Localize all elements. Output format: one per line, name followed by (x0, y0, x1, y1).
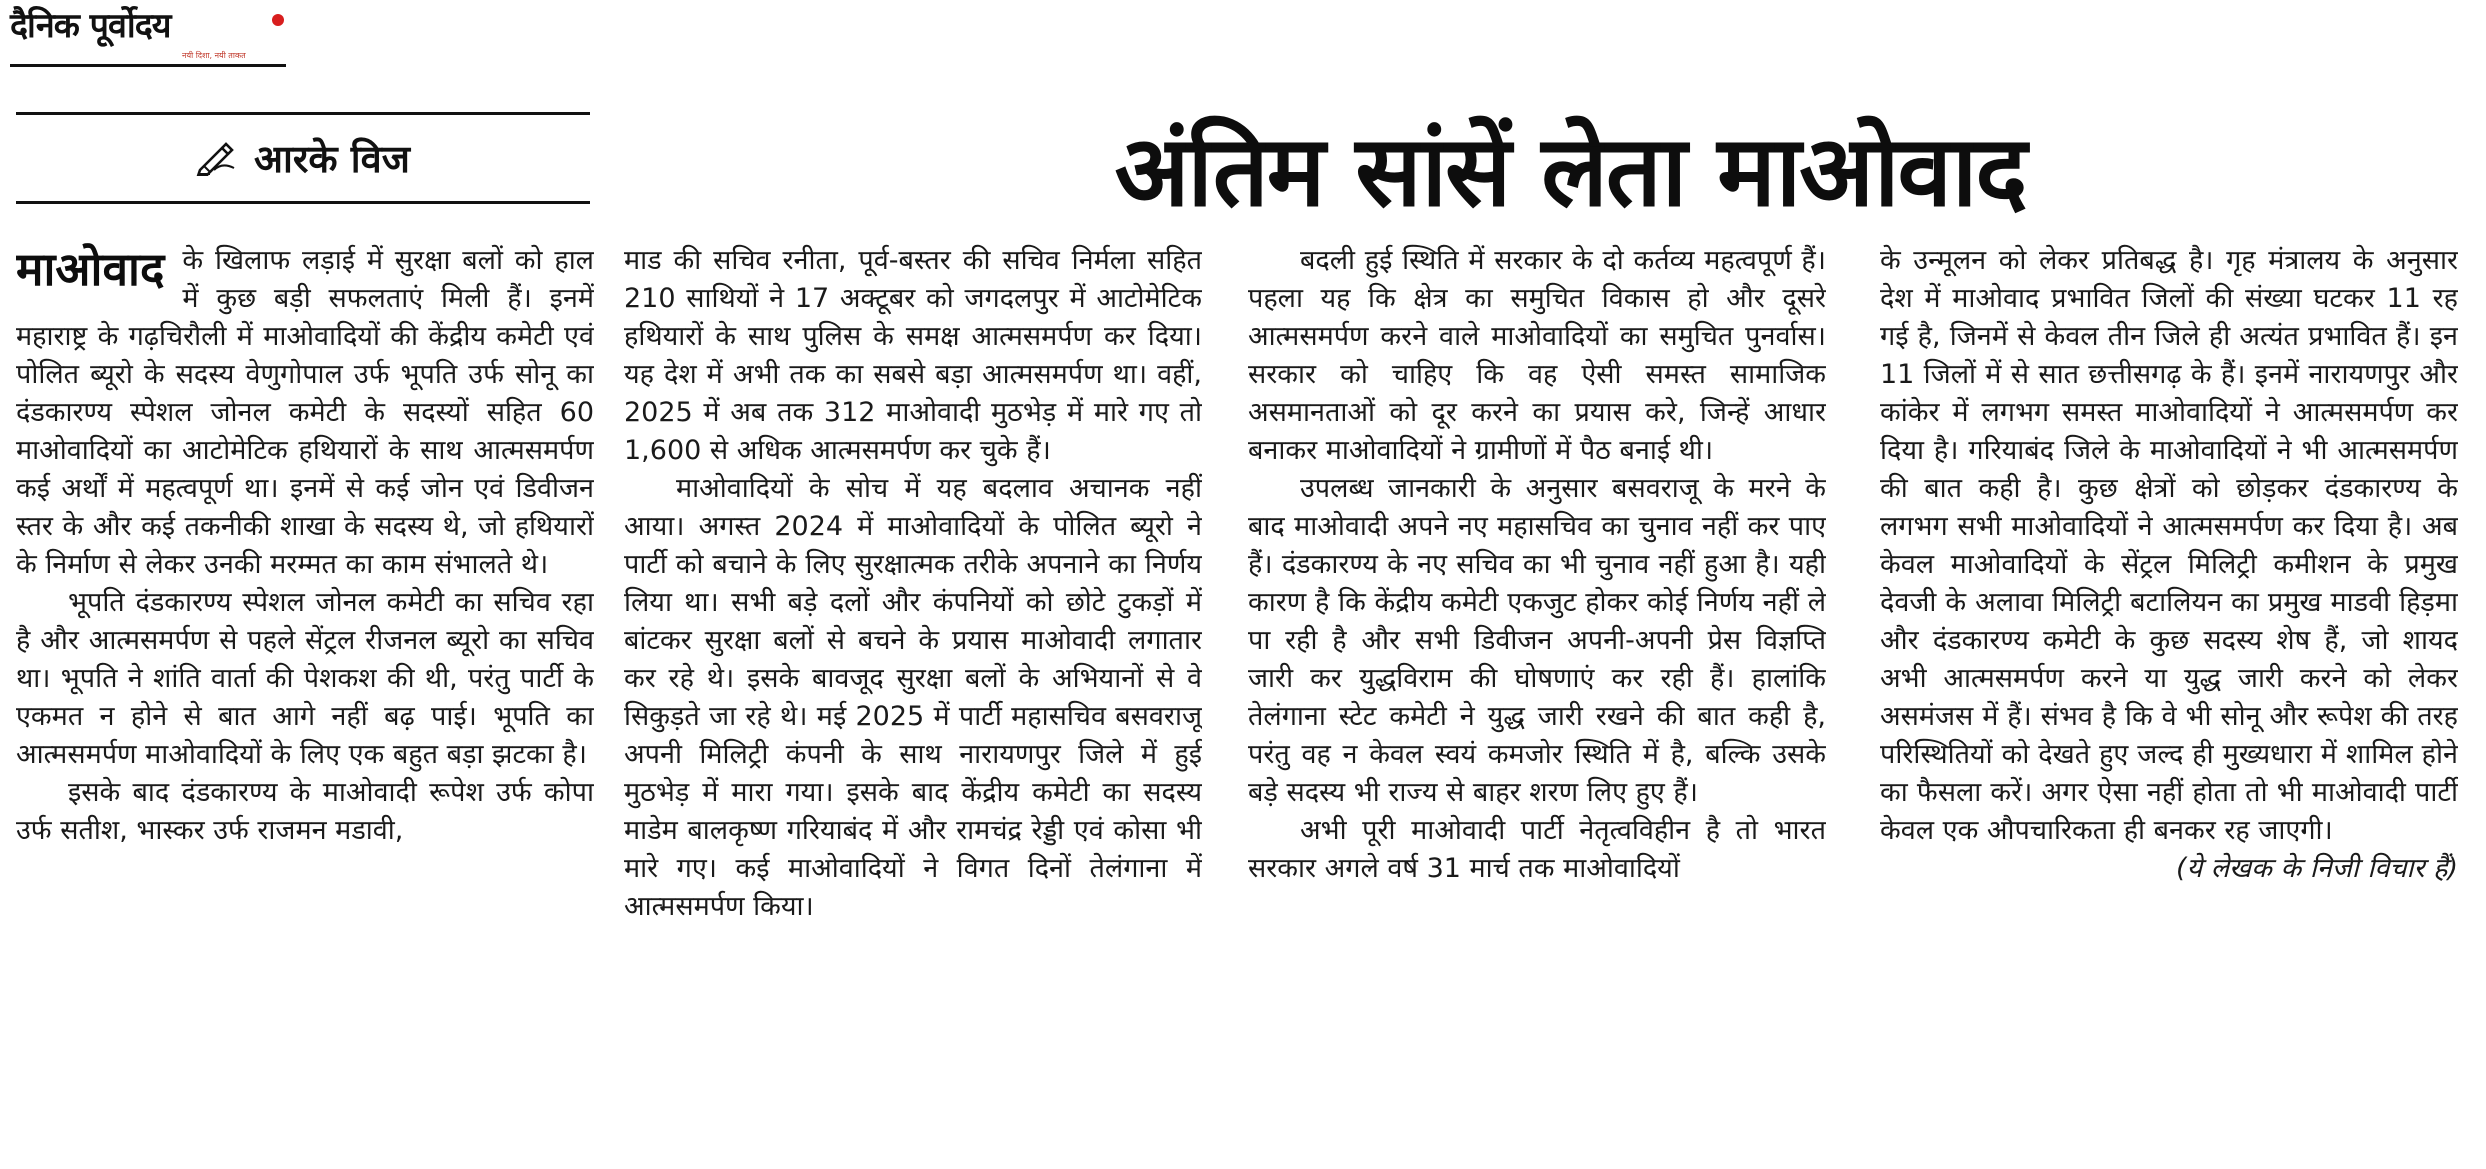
paragraph: इसके बाद दंडकारण्य के माओवादी रूपेश उर्फ कोपा उर्फ सतीश, भास्कर उर्फ राजमन मडावी, (16, 777, 594, 846)
author-name: आरके विज (254, 137, 410, 181)
lead-word: माओवाद (16, 242, 165, 296)
pen-icon (196, 140, 236, 176)
paragraph: उपलब्ध जानकारी के अनुसार बसवराजू के मरने के बाद माओवादी अपने नए महासचिव का चुनाव नहीं कर पाए हैं। दंडकारण्य के नए सचिव का भी चुनाव नहीं हुआ है। यही कारण है कि केंद्रीय कमेटी एकजुट होकर कोई निर्णय नहीं ले पा रही है और सभी डिवीजन अपनी-अपनी प्रेस विज्ञप्ति जारी कर युद्धविराम की घोषणाएं कर रही हैं। हालांकि तेलंगाना स्टेट कमेटी ने युद्ध जारी रखने की बात कही है, परंतु वह न केवल स्वयं कमजोर स्थिति में है, बल्कि उसके बड़े सदस्य भी राज्य से बाहर शरण लिए हुए हैं। (1248, 473, 1826, 808)
masthead-rule (10, 64, 286, 67)
paragraph: अभी पूरी माओवादी पार्टी नेतृत्वविहीन है तो भारत सरकार अगले वर्ष 31 मार्च तक माओवादियों (1248, 815, 1826, 884)
article-column-4 (1880, 242, 2458, 1160)
article-column-3 (1248, 242, 1826, 1160)
author-note: (ये लेखक के निजी विचार हैं) (2175, 853, 2458, 884)
article-column-1 (16, 242, 594, 1160)
newspaper-logo: दैनिक पूर्वोदय (10, 6, 171, 46)
byline (16, 112, 590, 204)
newspaper-tagline: नयी दिशा, नयी ताकत (182, 51, 246, 60)
paragraph: बदली हुई स्थिति में सरकार के दो कर्तव्य महत्वपूर्ण हैं। पहला यह कि क्षेत्र का समुचित विकास हो और दूसरे आत्मसमर्पण करने वाले माओवादियों का समुचित पुनर्वास। सरकार को चाहिए कि वह ऐसी समस्त सामाजिक असमानताओं को दूर करने का प्रयास करे, जिन्हें आधार बनाकर माओवादियों ने ग्रामीणों में पैठ बनाई थी। (1248, 245, 1826, 466)
paragraph: के उन्मूलन को लेकर प्रतिबद्ध है। गृह मंत्रालय के अनुसार देश में माओवाद प्रभावित जिलों की संख्या घटकर 11 रह गई है, जिनमें से केवल तीन जिले ही अत्यंत प्रभावित हैं। इन 11 जिलों में से सात छत्तीसगढ़ के हैं। इनमें नारायणपुर और कांकेर में लगभग समस्त माओवादियों ने आत्मसमर्पण कर दिया है। गरियाबंद जिले के माओवादियों ने भी आत्मसमर्पण की बात कही है। कुछ क्षेत्रों को छोड़कर दंडकारण्य के लगभग सभी माओवादियों ने आत्मसमर्पण कर दिया है। अब केवल माओवादियों के सेंट्रल मिलिट्री कमीशन के प्रमुख देवजी के अलावा मिलिट्री बटालियन का प्रमुख माडवी हिड़मा और दंडकारण्य कमेटी के कुछ सदस्य शेष हैं, जो शायद अभी आत्मसमर्पण करने या युद्ध जारी करने को लेकर असमंजस में हैं। संभव है कि वे भी सोनू और रूपेश की तरह परिस्थितियों को देखते हुए जल्द ही मुख्यधारा में शामिल होने का फैसला करें। अगर ऐसा नहीं होता तो भी माओवादी पार्टी केवल एक औपचारिकता ही बनकर रह जाएगी। (1880, 245, 2458, 846)
paragraph: भूपति दंडकारण्य स्पेशल जोनल कमेटी का सचिव रहा है और आत्मसमर्पण से पहले सेंट्रल रीजनल ब्यूरो का सचिव था। भूपति ने शांति वार्ता की पेशकश की थी, परंतु पार्टी के एकमत न होने से बात आगे नहीं बढ़ पाई। भूपति का आत्मसमर्पण माओवादियों के लिए एक बहुत बड़ा झटका है। (16, 587, 594, 770)
headline: अंतिम सांसें लेता माओवाद (1114, 115, 2026, 229)
logo-dot-icon (272, 14, 284, 26)
paragraph: माड की सचिव रनीता, पूर्व-बस्तर की सचिव निर्मला सहित 210 साथियों ने 17 अक्टूबर को जगदलपुर में आटोमेटिक हथियारों के साथ पुलिस के समक्ष आत्मसमर्पण कर दिया। यह देश में अभी तक का सबसे बड़ा आत्मसमर्पण था। वहीं, 2025 में अब तक 312 माओवादी मुठभेड़ में मारे गए तो 1,600 से अधिक आत्मसमर्पण कर चुके हैं। (624, 245, 1202, 466)
paragraph: माओवादियों के सोच में यह बदलाव अचानक नहीं आया। अगस्त 2024 में माओवादियों के पोलित ब्यूरो ने पार्टी को बचाने के लिए सुरक्षात्मक तरीके अपनाने का निर्णय लिया था। सभी बड़े दलों और कंपनियों को छोटे टुकड़ों में बांटकर सुरक्षा बलों से बचने के प्रयास माओवादी लगातार कर रहे थे। इसके बावजूद सुरक्षा बलों के अभियानों से वे सिकुड़ते जा रहे थे। मई 2025 में पार्टी महासचिव बसवराजू अपनी मिलिट्री कंपनी के साथ नारायणपुर जिले में हुई मुठभेड़ में मारा गया। इसके बाद केंद्रीय कमेटी का सदस्य माडेम बालकृष्ण गरियाबंद में और रामचंद्र रेड्डी एवं कोसा भी मारे गए। कई माओवादियों ने विगत दिनों तेलंगाना में आत्मसमर्पण किया। (624, 473, 1202, 922)
paragraph: के खिलाफ लड़ाई में सुरक्षा बलों को हाल में कुछ बड़ी सफलताएं मिली हैं। इनमें महाराष्ट्र के गढ़चिरौली में माओवादियों की केंद्रीय कमेटी एवं पोलित ब्यूरो के सदस्य वेणुगोपाल उर्फ भूपति उर्फ सोनू का दंडकारण्य स्पेशल जोनल कमेटी के सदस्यों सहित 60 माओवादियों का आटोमेटिक हथियारों के साथ आत्मसमर्पण कई अर्थों में महत्वपूर्ण था। इनमें से कई जोन एवं डिवीजन स्तर के और कई तकनीकी शाखा के सदस्य थे, जो हथियारों के निर्माण से लेकर उनकी मरम्मत का काम संभालते थे। (16, 245, 594, 580)
masthead (10, 6, 290, 68)
article-column-2 (624, 242, 1202, 1160)
